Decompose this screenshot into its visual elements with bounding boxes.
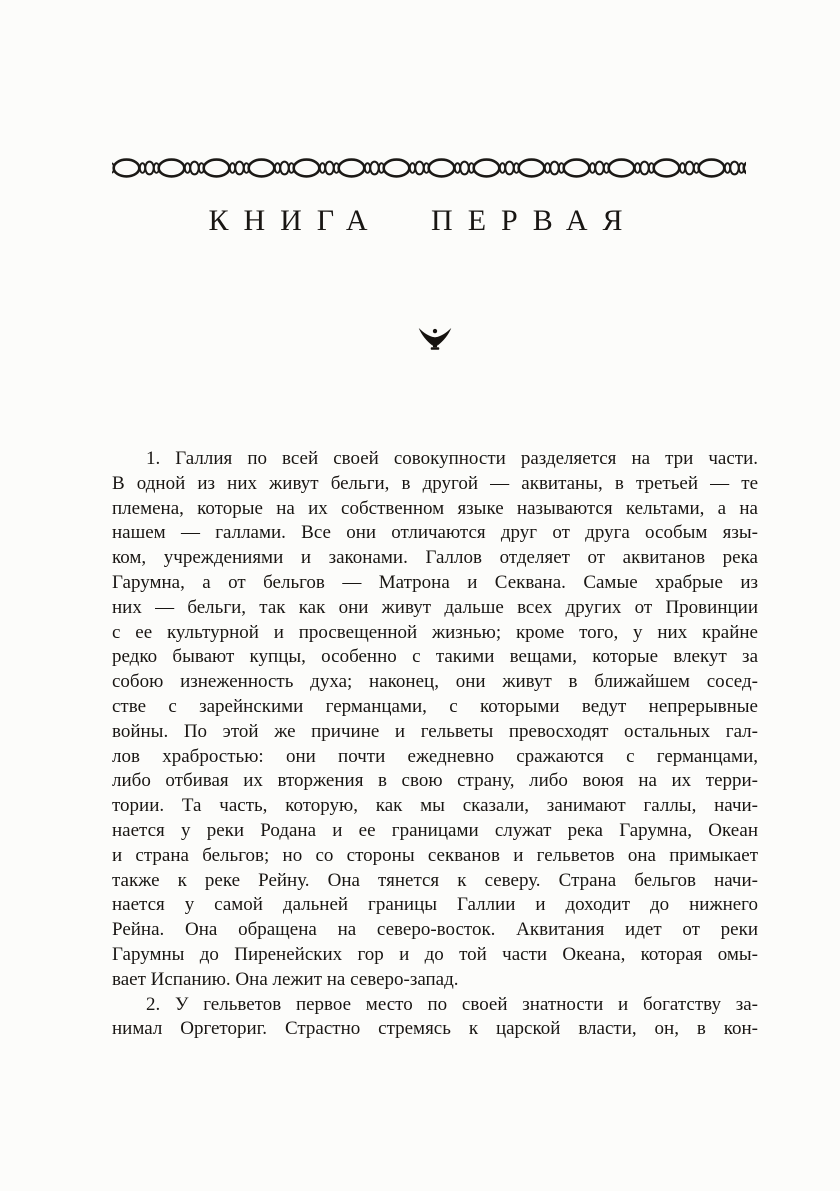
text-line: нается у реки Родана и ее границами служат река Гарумна, Океан [112,819,758,841]
bead-chain-ornament-icon [112,155,746,181]
text-line: Рейна. Она обращена на северо-восток. Аквитания идет от реки [112,919,758,941]
text-line: племена, которые на их собственном языке называются кельтами, а на [112,497,758,519]
text-line: тории. Та часть, которую, как мы сказали, занимают галлы, начи- [112,795,758,817]
text-line: Гарумны до Пиренейских гор и до той части Океана, которая омы- [112,943,758,965]
text-line: собою изнеженность духа; наконец, они живут в ближайшем сосед- [112,671,758,693]
text-line: 2. У гельветов первое место по своей знатности и богатству за- [146,993,758,1015]
text-line: ком, учреждениями и законами. Галлов отделяет от аквитанов река [112,547,758,569]
body-text [112,447,758,1042]
winged-fleuron-icon [418,324,452,352]
text-line: Гарумна, а от бельгов — Матрона и Секвана. Самые храбрые из [112,571,758,593]
text-line: либо отбивая их вторжения в свою страну, либо воюя на их терри- [112,770,758,792]
text-line: с ее культурной и просвещенной жизнью; кроме того, у них крайне [112,621,758,643]
text-line: лов храбростью: они почти ежедневно сражаются с германцами, [112,745,758,767]
text-line: нается у самой дальней границы Галлии и доходит до нижнего [112,894,758,916]
text-line: нашем — галлами. Все они отличаются друг от друга особым язы- [112,522,758,544]
text-line: В одной из них живут бельги, в другой — аквитаны, в третьей — те [112,472,758,494]
text-line: войны. По этой же причине и гельветы превосходят остальных гал- [112,720,758,742]
text-line: также к реке Рейну. Она тянется к северу. Страна бельгов начи- [112,869,758,891]
chapter-title: КНИГА ПЕРВАЯ [208,204,638,237]
text-line: стве с зарейнскими германцами, с которыми ведут непрерывные [112,695,758,717]
text-line: и страна бельгов; но со стороны секванов и гельветов она примыкает [112,844,758,866]
text-line: них — бельги, так как они живут дальше всех других от Провинции [112,596,758,618]
section-divider [112,324,758,357]
text-line: редко бывают купцы, особенно с такими вещами, которые влекут за [112,646,758,668]
text-line: вает Испанию. Она лежит на северо-запад. [112,968,459,990]
text-line: 1. Галлия по всей своей совокупности разделяется на три части. [146,448,758,469]
text-line: нимал Оргеториг. Страстно стремясь к царской власти, он, в кон- [112,1018,758,1040]
